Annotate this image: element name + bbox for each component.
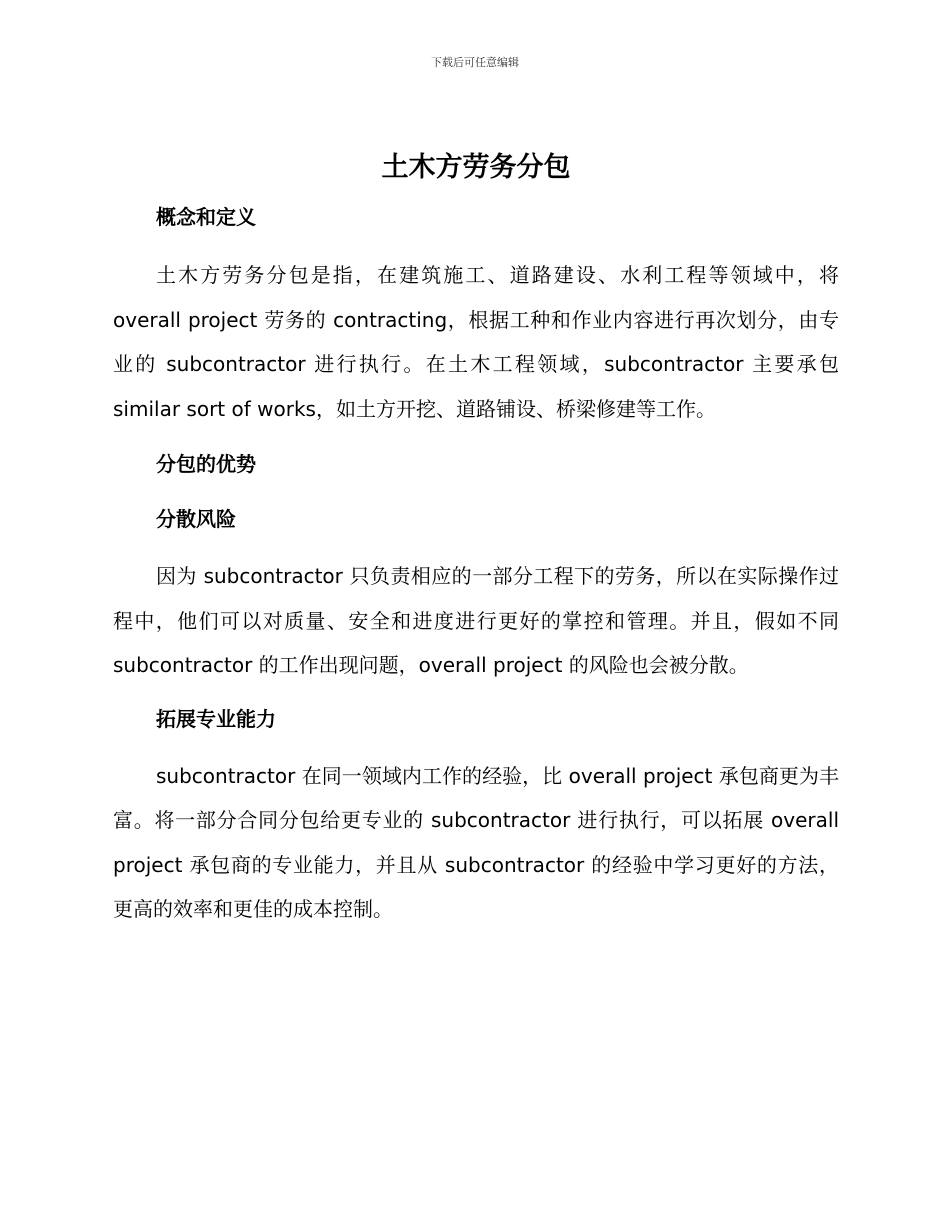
document-title: 土木方劳务分包 [381,152,571,183]
section-heading-concept: 概念和定义 [156,205,256,229]
section-heading-advantages: 分包的优势 [156,452,256,476]
header-note: 下载后可任意编辑 [431,56,519,69]
paragraph-concept: 土木方劳务分包是指，在建筑施工、道路建设、水利工程等领域中，将 overall project 劳务的 contracting，根据工种和作业内容进行再次划分，由专业的 subcontractor 进行执行。在土木工程领域，subcontractor 主要承包 similar sort of works，如土方开挖、道路铺设、桥梁修建等工作。 [113,263,839,421]
document-body [113,148,839,932]
section-heading-capability: 拓展专业能力 [156,706,276,731]
paragraph-capability: subcontractor 在同一领域内工作的经验，比 overall project 承包商更为丰富。将一部分合同分包给更专业的 subcontractor 进行执行，可以拓展 overall project 承包商的专业能力，并且从 subcontractor 的经验中学习更好的方法，更高的效率和更佳的成本控制。 [113,763,839,921]
paragraph-risk: 因为 subcontractor 只负责相应的一部分工程下的劳务，所以在实际操作过程中，他们可以对质量、安全和进度进行更好的掌控和管理。并且，假如不同 subcontractor 的工作出现问题，overall project 的风险也会被分散。 [113,564,839,677]
section-heading-risk: 分散风险 [156,507,236,531]
